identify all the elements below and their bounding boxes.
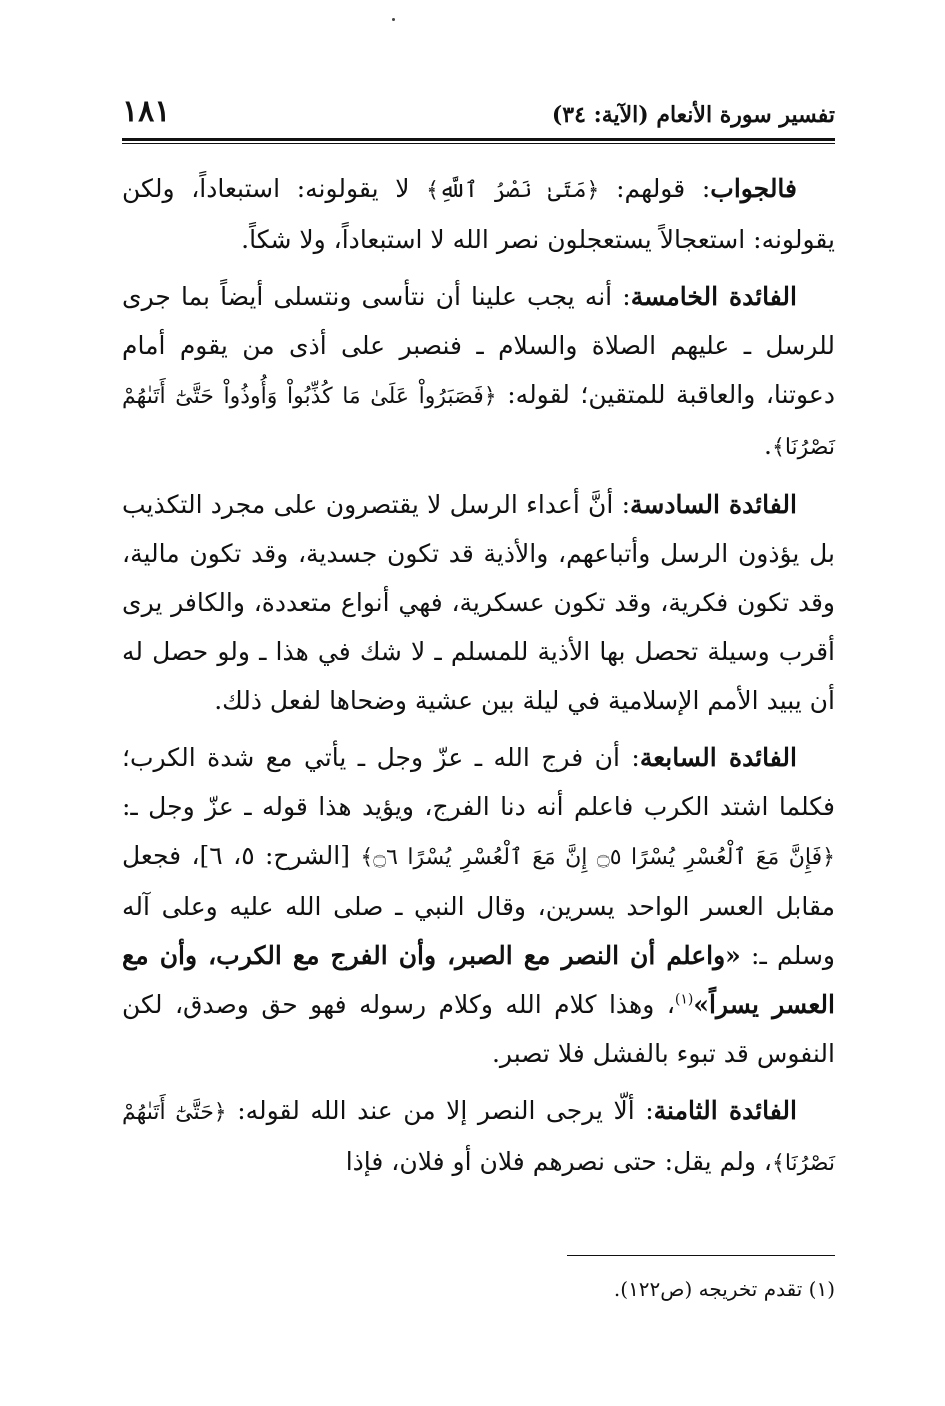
footnote-ref[interactable]: (١) bbox=[674, 991, 694, 1008]
quran-quote: ﴿مَتَىٰ نَصْرُ ٱللَّهِ﴾ bbox=[426, 178, 600, 203]
paragraph-text: : ألّا يرجى النصر إلا من عند الله لقوله: bbox=[226, 1096, 654, 1125]
quran-quote: ﴿فَصَبَرُواْ عَلَىٰ مَا كُذِّبُواْ وَأُوذُواْ حَتَّىٰٓ أَتَىٰهُمْ نَصْرُنَا﴾ bbox=[122, 384, 835, 460]
paragraph-benefit-6 bbox=[122, 480, 835, 725]
paragraph-lead: الفائدة الثامنة bbox=[653, 1096, 797, 1125]
hadith-quote: «واعلم أن النصر مع الصبر، وأن الفرج مع الكرب، وأن مع العسر يسراً» bbox=[122, 941, 835, 1019]
paragraph-benefit-8 bbox=[122, 1086, 835, 1188]
paragraph-lead: الفائدة الخامسة bbox=[630, 282, 797, 311]
paragraph-text: . bbox=[763, 431, 772, 460]
paragraph-benefit-5 bbox=[122, 272, 835, 472]
header-rule bbox=[122, 138, 835, 144]
footnote: (١) تقدم تخريجه (ص١٢٢). bbox=[613, 1277, 835, 1301]
paragraph-benefit-7 bbox=[122, 733, 835, 1078]
paragraph-text: : أنَّ أعداء الرسل لا يقتصرون على مجرد التكذيب بل يؤذون الرسل وأتباعهم، والأذية قد تكون جسدية، وقد تكون مالية، وقد تكون فكرية، وقد تكون عسكرية، فهي أنواع متعددة، والكافر يرى أقرب وسيلة تحصل بها الأذية للمسلم ـ لا شك في هذا ـ ولو حصل له أن يبيد الأمم الإسلامية في ليلة بين عشية وضحاها لفعل ذلك. bbox=[122, 490, 835, 715]
paragraph-text: [الشرح: ٥، ٦]، فجعل مقابل العسر الواحد يسرين، وقال النبي ـ صلى الله عليه وعلى آله وسلم ـ: bbox=[122, 841, 835, 970]
paragraph-text: : أن فرج الله ـ عزّ وجل ـ يأتي مع شدة الكرب؛ فكلما اشتد الكرب فاعلم أنه دنا الفرج، ويؤيد هذا قوله ـ عزّ وجل ـ: bbox=[122, 743, 835, 821]
paragraph-lead: الفائدة السابعة bbox=[639, 743, 797, 772]
footnote-rule bbox=[567, 1255, 835, 1256]
paragraph-text: ، ولم يقل: حتى نصرهم فلان أو فلان، فإذا bbox=[345, 1147, 772, 1176]
paragraph-answer bbox=[122, 164, 835, 264]
paragraph-text: لا يقولونه: استبعاداً، ولكن يقولونه: استعجالاً يستعجلون نصر الله لا استبعاداً، ولا شكاً. bbox=[122, 174, 835, 254]
running-title: تفسير سورة الأنعام (الآية: ٣٤) bbox=[551, 102, 835, 128]
quran-quote: ﴿فَإِنَّ مَعَ ٱلْعُسْرِ يُسْرًا ۝٥ إِنَّ مَعَ ٱلْعُسْرِ يُسْرًا ۝٦﴾ bbox=[360, 845, 835, 870]
paragraph-lead: فالجواب bbox=[710, 174, 797, 203]
page-header bbox=[122, 92, 835, 138]
paragraph-text: ، وهذا كلام الله وكلام رسوله فهو حق وصدق، لكن النفوس قد تبوء بالفشل فلا تصبر. bbox=[122, 990, 835, 1068]
main-text bbox=[122, 164, 835, 1196]
paragraph-text: : قولهم: bbox=[599, 174, 711, 203]
quran-quote: ﴿حَتَّىٰٓ أَتَىٰهُمْ نَصْرُنَا﴾ bbox=[122, 1100, 835, 1176]
page-number: ١٨١ bbox=[122, 94, 171, 129]
paragraph-lead: الفائدة السادسة bbox=[630, 490, 797, 519]
scan-speck bbox=[392, 18, 395, 21]
paragraph-text: : أنه يجب علينا أن نتأسى ونتسلى أيضاً بما جرى للرسل ـ عليهم الصلاة والسلام ـ فنصبر على أذى من يقوم أمام دعوتنا، والعاقبة للمتقين؛ لقوله: bbox=[122, 282, 835, 409]
